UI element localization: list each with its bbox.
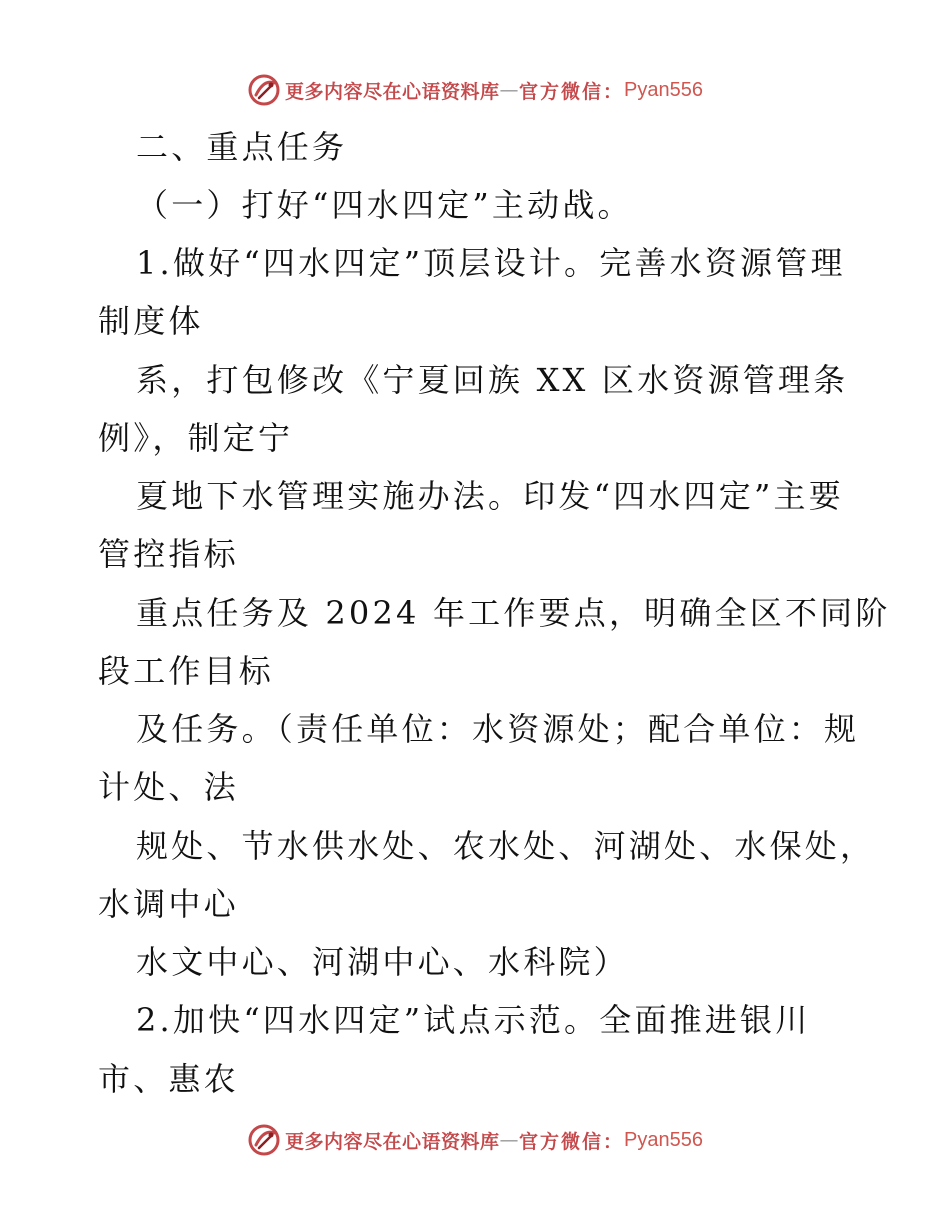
- watermark-wechat-label: 官方微信：: [519, 1130, 625, 1153]
- watermark-footer: [0, 1120, 950, 1160]
- watermark-main-text: 更多内容尽在心语资料库: [285, 1130, 500, 1153]
- text-line: 段工作目标: [98, 652, 275, 690]
- text-line: 2.加快“四水四定”试点示范。全面推进银川: [136, 1001, 811, 1039]
- text-line: 系，打包修改《宁夏回族 XX 区水资源管理条: [136, 361, 849, 399]
- watermark-wechat-id: Pyan556: [624, 78, 703, 101]
- text-line: 水文中心、河湖中心、水科院）: [136, 943, 629, 981]
- text-line: 水调中心: [98, 885, 239, 923]
- subsection-heading: （一）打好“四水四定”主动战。: [136, 186, 633, 224]
- section-heading: 二、重点任务: [136, 128, 348, 166]
- text-line: 重点任务及 2024 年工作要点，明确全区不同阶: [136, 594, 891, 632]
- text-line: 1.做好“四水四定”顶层设计。完善水资源管理: [136, 244, 846, 282]
- text-line: 夏地下水管理实施办法。印发“四水四定”主要: [136, 477, 844, 515]
- watermark-header: [0, 70, 950, 110]
- text-line: 市、惠农: [98, 1060, 239, 1098]
- watermark-main-text: 更多内容尽在心语资料库: [285, 80, 500, 103]
- text-line: 管控指标: [98, 535, 239, 573]
- watermark-separator: —: [499, 1129, 520, 1151]
- brand-logo-icon: [247, 1123, 281, 1157]
- text-line: 及任务。（责任单位：水资源处；配合单位：规: [136, 710, 860, 748]
- text-line: 制度体: [98, 302, 204, 340]
- watermark-wechat-label: 官方微信：: [519, 80, 625, 103]
- watermark-separator: —: [499, 79, 520, 101]
- text-line: 计处、法: [98, 768, 239, 806]
- text-line: 规处、节水供水处、农水处、河湖处、水保处，: [136, 827, 876, 865]
- watermark-wechat-id: Pyan556: [624, 1128, 703, 1151]
- brand-logo-icon: [247, 73, 281, 107]
- text-line: 例》，制定宁: [98, 419, 294, 457]
